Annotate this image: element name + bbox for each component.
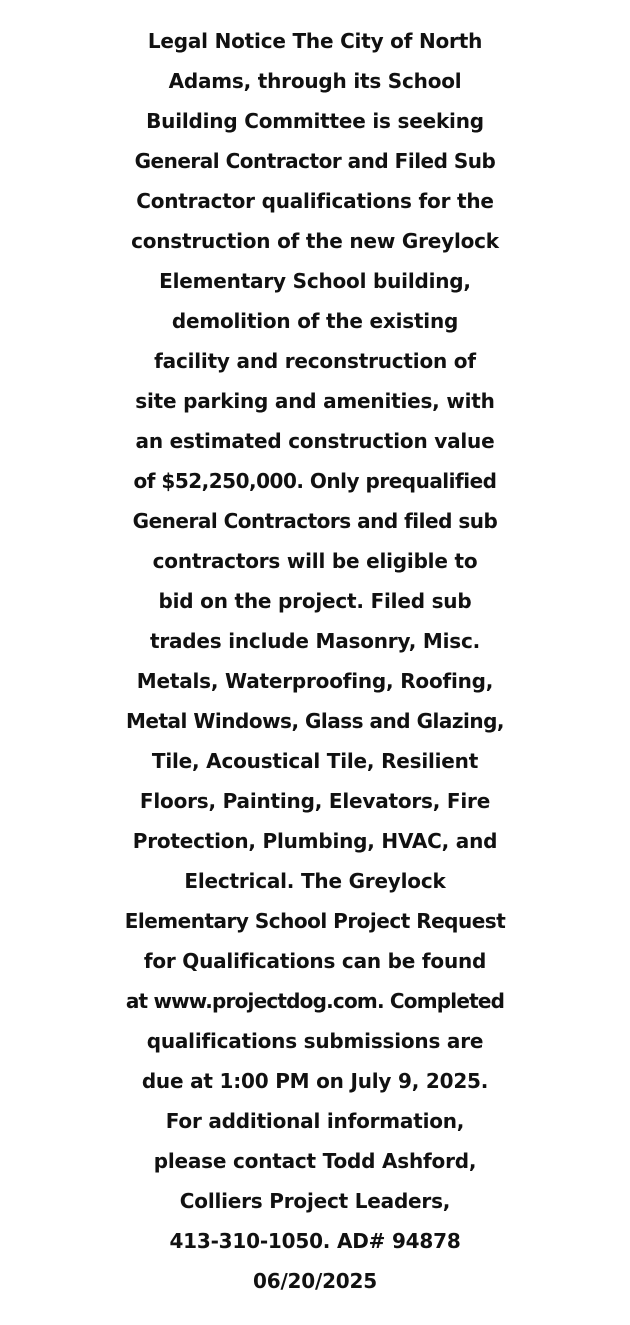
- notice-line: Contractor qualifications for the: [136, 189, 494, 213]
- notice-line: an estimated construction value: [135, 429, 495, 453]
- notice-line: Elementary School building,: [159, 269, 471, 293]
- notice-line: site parking and amenities, with: [135, 389, 495, 413]
- notice-line: Metals, Waterproofing, Roofing,: [136, 669, 494, 693]
- notice-line: Legal Notice The City of North: [147, 29, 483, 53]
- notice-line: qualifications submissions are: [146, 1029, 484, 1053]
- notice-line: Tile, Acoustical Tile, Resilient: [151, 749, 479, 773]
- notice-line: please contact Todd Ashford,: [153, 1149, 477, 1173]
- notice-line: demolition of the existing: [171, 309, 459, 333]
- notice-line: contractors will be eligible to: [152, 549, 478, 573]
- notice-line: due at 1:00 PM on July 9, 2025.: [141, 1069, 489, 1093]
- notice-line: construction of the new Greylock: [131, 229, 499, 253]
- notice-line: at www.projectdog.com. Completed: [125, 989, 505, 1013]
- notice-line: General Contractor and Filed Sub: [134, 149, 496, 173]
- notice-line: bid on the project. Filed sub: [158, 589, 472, 613]
- notice-line: Adams, through its School: [168, 69, 462, 93]
- notice-line: Colliers Project Leaders,: [179, 1189, 451, 1213]
- notice-line: facility and reconstruction of: [154, 349, 476, 373]
- notice-line: 413-310-1050. AD# 94878: [169, 1229, 461, 1253]
- notice-line: For additional information,: [165, 1109, 465, 1133]
- notice-line: General Contractors and filed sub: [132, 509, 498, 533]
- notice-line: Protection, Plumbing, HVAC, and: [132, 829, 498, 853]
- notice-line: Building Committee is seeking: [146, 109, 484, 133]
- notice-line: Electrical. The Greylock: [184, 869, 446, 893]
- notice-line: for Qualifications can be found: [143, 949, 487, 973]
- notice-line: trades include Masonry, Misc.: [149, 629, 481, 653]
- notice-line: Metal Windows, Glass and Glazing,: [126, 709, 504, 733]
- notice-line: Floors, Painting, Elevators, Fire: [139, 789, 491, 813]
- notice-line: of $52,250,000. Only prequalified: [133, 469, 497, 493]
- notice-line: 06/20/2025: [253, 1269, 377, 1293]
- notice-line: Elementary School Project Request: [124, 909, 506, 933]
